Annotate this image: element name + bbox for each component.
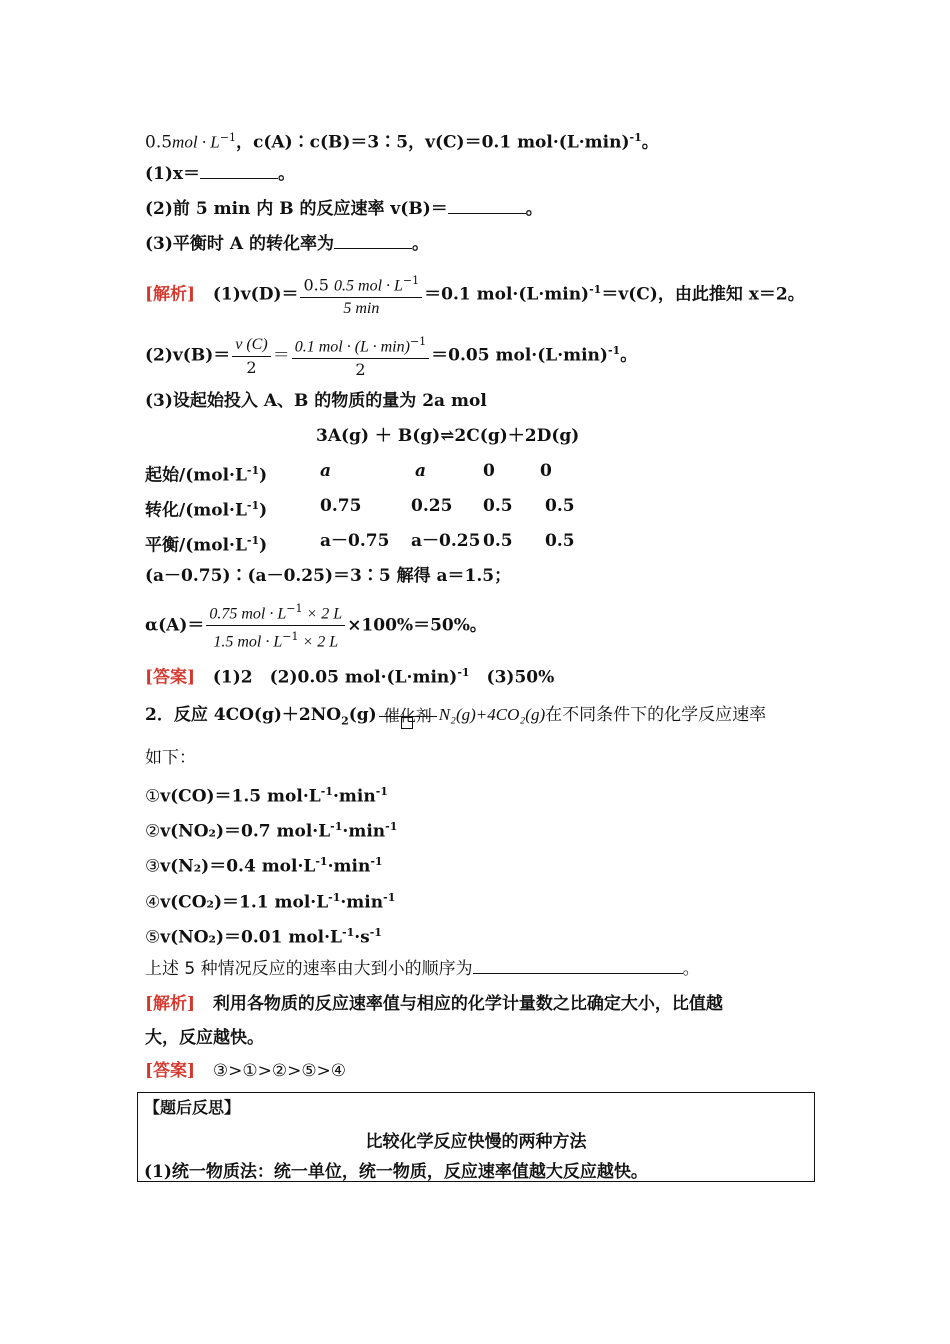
reflection-tag: 【题后反思】	[144, 1098, 241, 1117]
fraction: $\frac{0.5 0.5 mol \cdot L^{-1}}{5 \min}$	[300, 270, 422, 320]
sub-question-2: (2)前 5 min 内 B 的反应速率 v(B)＝ 。	[145, 199, 543, 219]
reaction-equation: 3A(g) ＋ B(g)⇌2C(g)＋2D(g)	[316, 426, 580, 446]
answer-blank	[200, 162, 278, 179]
fraction: $\frac{v (C)}{2}$	[232, 334, 270, 379]
answer-2: [答案] ③>①>②>⑤>④	[145, 1061, 347, 1081]
condition-line: $0.5mol \cdot L^{-1}$，c(A)∶c(B)＝3∶5，v(C)＝0.1 $mol\cdot(L\cdot\min)^{-1}$。	[145, 131, 659, 153]
fraction: $\frac{0.1 mol \cdot (L \cdot \min)^{-1}}{2}$	[292, 331, 429, 381]
answer-blank	[334, 232, 412, 249]
analysis-q2: [解析] 利用各物质的反应速率值与相应的化学计量数之比确定大小，比值越	[145, 994, 723, 1014]
list-item: ⑤v(NO₂)＝0.01 $mol\cdot L^{-1}\cdot s^{-1}$	[145, 926, 382, 948]
answer-1: [答案] (1)2 (2)0.05 $mol\cdot(L\cdot\min)^{-1}$ (3)50%	[145, 666, 555, 688]
analysis-3-intro: (3)设起始投入 A、B 的物质的量为 2a mol	[145, 391, 487, 411]
question-2-stem-line2: 如下：	[145, 748, 196, 768]
table-row: 转化$/(mol\cdot L^{-1})$ 0.75 0.25 0.5 0.5	[145, 496, 575, 521]
catalyst-arrow: 催化剂	[377, 695, 439, 737]
analysis-q2-line2: 大，反应越快。	[145, 1028, 264, 1048]
question-2-stem: 2．反应 $4CO(g)+2NO_2(g)$ 催化剂 N₂(g)+4CO₂(g)在不同条件下的化学反应速率	[145, 694, 766, 742]
answer-tag: [答案]	[145, 1061, 196, 1081]
order-question: 上述 5 种情况反应的速率由大到小的顺序为 。	[145, 959, 700, 979]
answer-blank	[473, 957, 683, 974]
solve-line: (a－0.75)∶(a－0.25)＝3∶5 解得 a＝1.5；	[145, 566, 512, 586]
analysis-1: [解析] (1)v(D)＝ $\frac{0.5 0.5 mol \cdot L^{-1}}{5 \min}$ ＝0.1 $mol\cdot(L\cdot\min)^{-1}=v(C)$，由此推知 x＝2。	[145, 265, 805, 320]
list-item: ④v(CO₂)＝1.1 $mol\cdot L^{-1}\cdot\min^{-1}$	[145, 891, 396, 913]
conversion-rate-line: α(A)＝ $\frac{0.75 mol \cdot L^{-1} \times 2 L}{1.5 mol \cdot L^{-1} \times 2 L}$ ×100%＝50%。	[145, 598, 487, 654]
list-item: ③v(N₂)＝0.4 $mol\cdot L^{-1}\cdot\min^{-1}$	[145, 855, 383, 877]
sub-question-3: (3)平衡时 A 的转化率为 。	[145, 234, 429, 254]
list-item: ②v(NO₂)＝0.7 $mol\cdot L^{-1}\cdot\min^{-1}$	[145, 820, 398, 842]
table-row: 平衡$/(mol\cdot L^{-1})$ a－0.75 a－0.25 0.5 0.5	[145, 531, 575, 556]
reflection-body: (1)统一物质法：统一单位，统一物质，反应速率值越大反应越快。	[144, 1162, 648, 1182]
reflection-title: 比较化学反应快慢的两种方法	[365, 1132, 587, 1152]
reflection-box	[137, 1092, 815, 1182]
analysis-tag: [解析]	[145, 284, 196, 305]
table-row: 起始$/(mol\cdot L^{-1})$ a a 0 0	[145, 461, 552, 486]
answer-blank	[448, 197, 526, 214]
analysis-2: (2)v(B)＝ $\frac{v (C)}{2}$ ＝ $\frac{0.1 mol \cdot (L \cdot \min)^{-1}}{2}$ ＝0.05 $mol\cdot(L\cdot\min)^{-1}$。	[145, 326, 637, 381]
list-item: ①v(CO)＝1.5 $mol\cdot L^{-1}\cdot\min^{-1}$	[145, 785, 388, 807]
answer-tag: [答案]	[145, 667, 196, 688]
sub-question-1: (1)x＝ 。	[145, 164, 296, 184]
fraction: $\frac{0.75 mol \cdot L^{-1} \times 2 L}{1.5 mol \cdot L^{-1} \times 2 L}$	[206, 598, 345, 654]
analysis-tag: [解析]	[145, 994, 196, 1014]
